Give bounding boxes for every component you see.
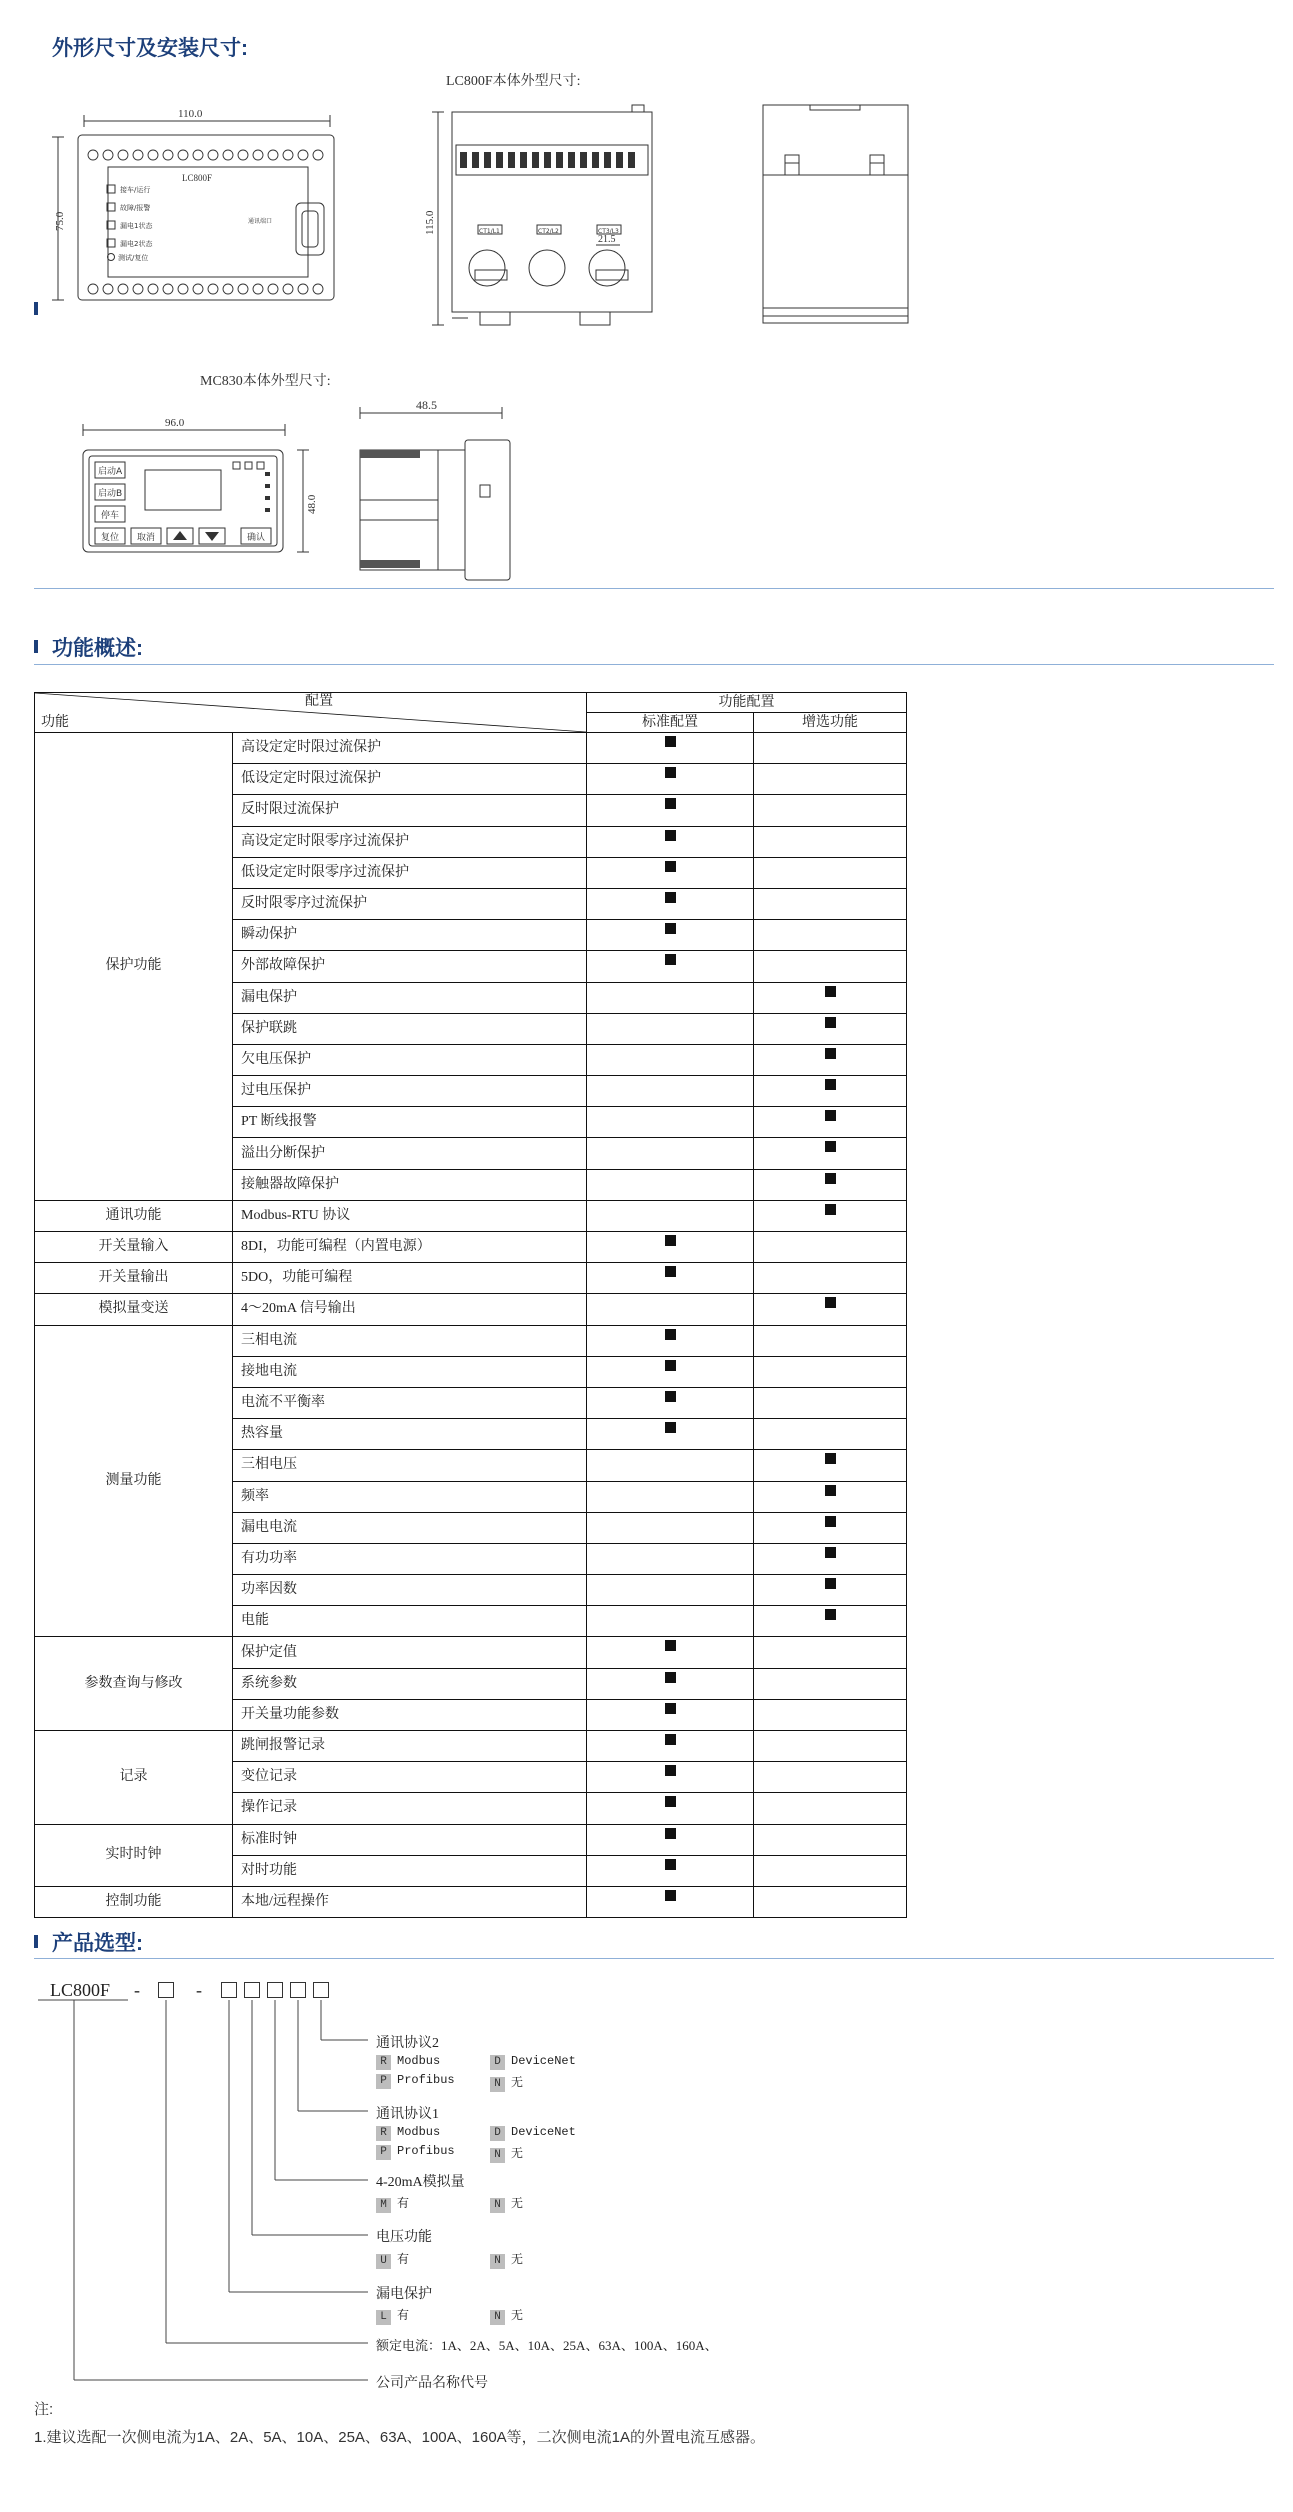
table-item: 高设定定时限零序过流保护: [233, 826, 587, 857]
mc830-caption: MC830本体外型尺寸:: [200, 374, 331, 389]
mc830-height-label: 48.0: [306, 494, 318, 514]
standard-cell: [587, 826, 754, 857]
filled-square-icon: [665, 1640, 676, 1651]
filled-square-icon: [665, 1422, 676, 1433]
side-dim-label: 21.5: [598, 234, 616, 245]
optional-cell: [754, 1294, 907, 1325]
table-item: 电能: [233, 1606, 587, 1637]
table-group-name: 保护功能: [35, 733, 233, 1201]
standard-cell: [587, 1076, 754, 1107]
leak-opt-n: N 无: [490, 2306, 523, 2325]
table-item: 高设定定时限过流保护: [233, 733, 587, 764]
optional-cell: [754, 982, 907, 1013]
table-item: 热容量: [233, 1419, 587, 1450]
filled-square-icon: [825, 1547, 836, 1558]
section-title-selection: 产品选型:: [52, 1932, 143, 1955]
optional-cell: [754, 1076, 907, 1107]
standard-cell: [587, 1512, 754, 1543]
mc830-width-label: 96.0: [165, 417, 185, 429]
header-function: 功能: [41, 715, 69, 730]
ct-label-3: CT3/L3: [598, 228, 619, 235]
standard-cell: [587, 1793, 754, 1824]
table-item: 外部故障保护: [233, 951, 587, 982]
panel-width-label: 110.0: [178, 108, 203, 120]
table-row: [35, 1824, 907, 1855]
voltage-label: 电压功能: [376, 2230, 432, 2245]
panel-led-3: 漏电1状态: [120, 222, 153, 230]
standard-cell: [587, 1668, 754, 1699]
table-item: 开关量功能参数: [233, 1699, 587, 1730]
table-item: 接触器故障保护: [233, 1169, 587, 1200]
header-func-config: 功能配置: [587, 693, 907, 713]
optional-cell: [754, 1731, 907, 1762]
filled-square-icon: [825, 1204, 836, 1215]
optional-cell: [754, 1200, 907, 1231]
table-item: 保护定值: [233, 1637, 587, 1668]
note-1: 1.建议选配一次侧电流为1A、2A、5A、10A、25A、63A、100A、160A等，二次侧电流1A的外置电流互感器。: [34, 2429, 766, 2446]
filled-square-icon: [825, 1609, 836, 1620]
optional-cell: [754, 795, 907, 826]
optional-cell: [754, 1637, 907, 1668]
filled-square-icon: [665, 1828, 676, 1839]
table-item: 5DO，功能可编程: [233, 1263, 587, 1294]
panel-port-label: 通讯端口: [248, 218, 273, 225]
mc830-front-drawing: [75, 410, 325, 560]
filled-square-icon: [825, 1079, 836, 1090]
table-row: [35, 1294, 907, 1325]
standard-cell: [587, 1637, 754, 1668]
table-group-name: 记录: [35, 1731, 233, 1825]
mc830-btn-start-a: 启动A: [98, 467, 123, 477]
filled-square-icon: [825, 1017, 836, 1028]
header-optional: 增选功能: [754, 713, 907, 733]
table-item: PT 断线报警: [233, 1107, 587, 1138]
table-item: 过电压保护: [233, 1076, 587, 1107]
standard-cell: [587, 1762, 754, 1793]
lc800f-side-drawing: [420, 100, 660, 335]
header-standard: 标准配置: [587, 713, 754, 733]
filled-square-icon: [665, 1703, 676, 1714]
optional-cell: [754, 1107, 907, 1138]
panel-led-5: 测试/复位: [118, 254, 149, 262]
standard-cell: [587, 1575, 754, 1606]
filled-square-icon: [825, 1048, 836, 1059]
table-row: [35, 1200, 907, 1231]
optional-cell: [754, 1481, 907, 1512]
mc830-btn-stop: 停车: [101, 511, 120, 521]
standard-cell: [587, 982, 754, 1013]
standard-cell: [587, 857, 754, 888]
filled-square-icon: [665, 1765, 676, 1776]
comm2-opt-d: D DeviceNet: [490, 2054, 576, 2070]
table-item: 标准时钟: [233, 1824, 587, 1855]
lc800f-caption: LC800F本体外型尺寸:: [446, 74, 581, 89]
lc800f-front-drawing: [50, 105, 340, 325]
analog-opt-m: M 有: [376, 2194, 409, 2213]
filled-square-icon: [665, 892, 676, 903]
mc830-side-drawing: [350, 395, 520, 590]
standard-cell: [587, 1543, 754, 1574]
optional-cell: [754, 1886, 907, 1917]
filled-square-icon: [665, 1391, 676, 1402]
optional-cell: [754, 1762, 907, 1793]
filled-square-icon: [825, 1485, 836, 1496]
table-row: [35, 1637, 907, 1668]
filled-square-icon: [665, 798, 676, 809]
table-item: 电流不平衡率: [233, 1387, 587, 1418]
leak-label: 漏电保护: [376, 2287, 432, 2302]
standard-cell: [587, 1013, 754, 1044]
optional-cell: [754, 951, 907, 982]
section-marker: [34, 302, 38, 315]
standard-cell: [587, 1263, 754, 1294]
optional-cell: [754, 1232, 907, 1263]
standard-cell: [587, 1855, 754, 1886]
standard-cell: [587, 951, 754, 982]
table-item: 反时限过流保护: [233, 795, 587, 826]
standard-cell: [587, 1138, 754, 1169]
filled-square-icon: [665, 1266, 676, 1277]
optional-cell: [754, 733, 907, 764]
filled-square-icon: [665, 1235, 676, 1246]
standard-cell: [587, 1294, 754, 1325]
filled-square-icon: [825, 1578, 836, 1589]
table-group-name: 实时时钟: [35, 1824, 233, 1886]
comm1-opt-p: P Profibus: [376, 2144, 455, 2160]
ct-label-1: CT1/L1: [479, 228, 500, 235]
table-item: 操作记录: [233, 1793, 587, 1824]
table-item: 8DI，功能可编程（内置电源）: [233, 1232, 587, 1263]
voltage-opt-n: N 无: [490, 2250, 523, 2269]
optional-cell: [754, 826, 907, 857]
section-title-functions: 功能概述:: [52, 637, 143, 660]
filled-square-icon: [665, 1890, 676, 1901]
optional-cell: [754, 857, 907, 888]
table-item: 三相电流: [233, 1325, 587, 1356]
filled-square-icon: [665, 736, 676, 747]
code-dash-2: -: [196, 1980, 202, 2000]
panel-led-4: 漏电2状态: [120, 240, 153, 248]
comm1-opt-d: D DeviceNet: [490, 2125, 576, 2141]
analog-opt-n: N 无: [490, 2194, 523, 2213]
table-item: 接地电流: [233, 1356, 587, 1387]
filled-square-icon: [825, 1297, 836, 1308]
divider: [34, 1958, 1274, 1959]
mc830-depth-label: 48.5: [416, 398, 437, 412]
table-group-name: 开关量输出: [35, 1263, 233, 1294]
filled-square-icon: [665, 1796, 676, 1807]
standard-cell: [587, 1731, 754, 1762]
leak-opt-l: L 有: [376, 2306, 409, 2325]
panel-model-label: LC800F: [182, 173, 213, 183]
lc800f-rear-drawing: [755, 100, 915, 335]
mc830-btn-start-b: 启动B: [98, 489, 123, 499]
mc830-btn-cancel: 取消: [137, 533, 156, 543]
optional-cell: [754, 1606, 907, 1637]
filled-square-icon: [665, 1672, 676, 1683]
table-item: 低设定定时限零序过流保护: [233, 857, 587, 888]
mc830-btn-confirm: 确认: [247, 533, 266, 543]
panel-led-2: 故障/报警: [120, 204, 151, 212]
optional-cell: [754, 764, 907, 795]
table-group-name: 通讯功能: [35, 1200, 233, 1231]
comm1-opt-n: N 无: [490, 2144, 523, 2163]
optional-cell: [754, 1793, 907, 1824]
filled-square-icon: [665, 954, 676, 965]
table-row: [35, 1325, 907, 1356]
optional-cell: [754, 1543, 907, 1574]
filled-square-icon: [665, 830, 676, 841]
table-item: 低设定定时限过流保护: [233, 764, 587, 795]
standard-cell: [587, 1824, 754, 1855]
filled-square-icon: [825, 1516, 836, 1527]
optional-cell: [754, 1668, 907, 1699]
filled-square-icon: [665, 1329, 676, 1340]
table-item: 4～20mA 信号输出: [233, 1294, 587, 1325]
ct-label-2: CT2/L2: [538, 228, 559, 235]
standard-cell: [587, 1481, 754, 1512]
table-row: [35, 1731, 907, 1762]
comm1-label: 通讯协议1: [376, 2107, 439, 2122]
filled-square-icon: [825, 1453, 836, 1464]
standard-cell: [587, 1044, 754, 1075]
standard-cell: [587, 795, 754, 826]
panel-height-label: 75.0: [54, 211, 66, 231]
filled-square-icon: [665, 923, 676, 934]
standard-cell: [587, 1387, 754, 1418]
table-group-name: 参数查询与修改: [35, 1637, 233, 1731]
table-item: 三相电压: [233, 1450, 587, 1481]
table-item: 本地/远程操作: [233, 1886, 587, 1917]
standard-cell: [587, 1356, 754, 1387]
table-item: 频率: [233, 1481, 587, 1512]
standard-cell: [587, 1169, 754, 1200]
optional-cell: [754, 1699, 907, 1730]
divider: [34, 664, 1274, 665]
voltage-opt-u: U 有: [376, 2250, 409, 2269]
optional-cell: [754, 1013, 907, 1044]
table-group-name: 控制功能: [35, 1886, 233, 1917]
standard-cell: [587, 1886, 754, 1917]
optional-cell: [754, 888, 907, 919]
comm1-opt-r: R Modbus: [376, 2125, 440, 2141]
comm2-opt-r: R Modbus: [376, 2054, 440, 2070]
table-group-name: 模拟量变送: [35, 1294, 233, 1325]
model-code: LC800F: [50, 1980, 111, 2000]
filled-square-icon: [825, 1141, 836, 1152]
optional-cell: [754, 920, 907, 951]
standard-cell: [587, 1699, 754, 1730]
note-label: 注:: [34, 2401, 54, 2418]
table-item: 欠电压保护: [233, 1044, 587, 1075]
table-corner-header: [35, 693, 587, 733]
filled-square-icon: [665, 1734, 676, 1745]
standard-cell: [587, 920, 754, 951]
table-item: 保护联跳: [233, 1013, 587, 1044]
optional-cell: [754, 1450, 907, 1481]
optional-cell: [754, 1419, 907, 1450]
table-item: 系统参数: [233, 1668, 587, 1699]
optional-cell: [754, 1824, 907, 1855]
table-item: 漏电保护: [233, 982, 587, 1013]
table-row: [35, 1886, 907, 1917]
table-row: [35, 1232, 907, 1263]
standard-cell: [587, 1232, 754, 1263]
table-group-name: 开关量输入: [35, 1232, 233, 1263]
optional-cell: [754, 1138, 907, 1169]
comm2-label: 通讯协议2: [376, 2036, 439, 2051]
table-item: 功率因数: [233, 1575, 587, 1606]
optional-cell: [754, 1387, 907, 1418]
filled-square-icon: [825, 986, 836, 997]
optional-cell: [754, 1575, 907, 1606]
table-item: 有功功率: [233, 1543, 587, 1574]
code-dash-1: -: [134, 1980, 140, 2000]
side-height-label: 115.0: [424, 210, 436, 235]
header-config: 配置: [305, 694, 333, 709]
section-title-dimensions: 外形尺寸及安装尺寸:: [52, 37, 248, 60]
function-table: [34, 692, 907, 1918]
table-item: 变位记录: [233, 1762, 587, 1793]
optional-cell: [754, 1325, 907, 1356]
analog-label: 4-20mA模拟量: [376, 2175, 465, 2190]
optional-cell: [754, 1512, 907, 1543]
table-group-name: 测量功能: [35, 1325, 233, 1637]
section-marker: [34, 640, 38, 653]
optional-cell: [754, 1855, 907, 1886]
standard-cell: [587, 888, 754, 919]
table-row: [35, 733, 907, 764]
section-marker: [34, 1935, 38, 1948]
table-item: 瞬动保护: [233, 920, 587, 951]
table-item: 对时功能: [233, 1855, 587, 1886]
optional-cell: [754, 1356, 907, 1387]
table-row: [35, 1263, 907, 1294]
divider: [34, 588, 1274, 589]
table-item: 跳闸报警记录: [233, 1731, 587, 1762]
standard-cell: [587, 1107, 754, 1138]
rated-current: 额定电流：1A、2A、5A、10A、25A、63A、100A、160A、: [376, 2338, 718, 2353]
table-item: 反时限零序过流保护: [233, 888, 587, 919]
filled-square-icon: [665, 1859, 676, 1870]
standard-cell: [587, 1419, 754, 1450]
standard-cell: [587, 733, 754, 764]
panel-led-1: 接车/运行: [120, 186, 151, 194]
optional-cell: [754, 1044, 907, 1075]
filled-square-icon: [665, 1360, 676, 1371]
table-item: Modbus-RTU 协议: [233, 1200, 587, 1231]
optional-cell: [754, 1169, 907, 1200]
filled-square-icon: [825, 1173, 836, 1184]
table-item: 溢出分断保护: [233, 1138, 587, 1169]
comm2-opt-p: P Profibus: [376, 2073, 455, 2089]
standard-cell: [587, 1200, 754, 1231]
table-item: 漏电电流: [233, 1512, 587, 1543]
company-code: 公司产品名称代号: [376, 2376, 488, 2391]
comm2-opt-n: N 无: [490, 2073, 523, 2092]
mc830-btn-reset: 复位: [101, 533, 120, 543]
standard-cell: [587, 1606, 754, 1637]
filled-square-icon: [825, 1110, 836, 1121]
optional-cell: [754, 1263, 907, 1294]
standard-cell: [587, 1325, 754, 1356]
standard-cell: [587, 1450, 754, 1481]
filled-square-icon: [665, 767, 676, 778]
filled-square-icon: [665, 861, 676, 872]
standard-cell: [587, 764, 754, 795]
